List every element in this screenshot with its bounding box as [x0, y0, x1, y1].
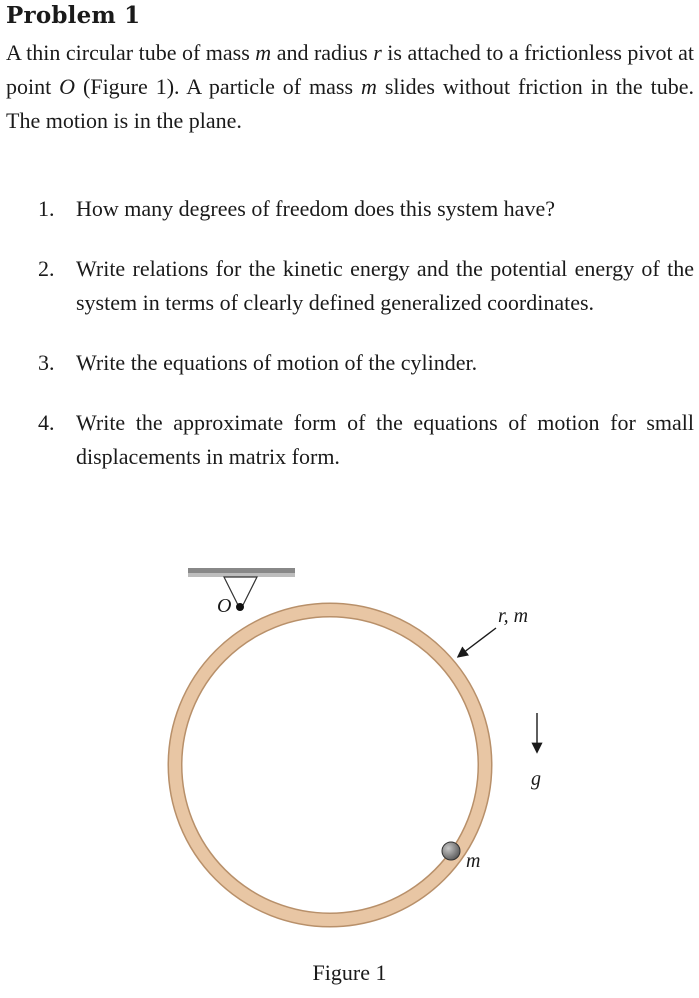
intro-var-r: r — [373, 40, 382, 65]
question-number: 2. — [38, 256, 55, 281]
question-text: Write the equations of motion of the cylinder. — [76, 350, 478, 375]
question-item — [38, 252, 694, 320]
question-item — [38, 406, 694, 474]
question-number: 4. — [38, 410, 55, 435]
pivot-point — [236, 603, 244, 611]
question-item — [38, 346, 694, 380]
particle-label: m — [466, 850, 481, 872]
question-number: 1. — [38, 196, 55, 221]
question-number: 3. — [38, 350, 55, 375]
pivot-label: O — [217, 595, 232, 617]
intro-var-m: m — [255, 40, 272, 65]
question-text: Write the approximate form of the equations of motion for small displacements in matrix form. — [76, 410, 694, 469]
intro-text-d: (Figure 1). A particle of mass — [75, 74, 361, 99]
tube-label-arrow — [459, 628, 496, 656]
particle — [442, 842, 460, 860]
question-list — [38, 192, 694, 500]
gravity-label: g — [531, 768, 541, 790]
question-text: Write relations for the kinetic energy and the potential energy of the system in terms of clearly defined generalized coordinates. — [76, 256, 694, 315]
tube-label: r, m — [498, 605, 529, 627]
intro-text-c: is attached to a frictionless pivot at point — [6, 40, 694, 99]
intro-var-o: O — [59, 74, 76, 99]
intro-var-m2: m — [360, 74, 377, 99]
figure-caption: Figure 1 — [312, 960, 387, 985]
question-item — [38, 192, 694, 226]
tube-ring — [175, 610, 485, 920]
intro-text-a: A thin circular tube of mass — [6, 40, 256, 65]
question-text: How many degrees of freedom does this system have? — [76, 196, 555, 221]
problem-intro — [6, 36, 694, 138]
problem-title: Problem 1 — [6, 2, 141, 29]
ceiling-bar — [188, 568, 295, 573]
intro-text-b: and radius — [271, 40, 374, 65]
figure-1-diagram — [0, 555, 699, 955]
intro-text-e: slides without friction in the tube. The motion is in the plane. — [6, 74, 694, 133]
